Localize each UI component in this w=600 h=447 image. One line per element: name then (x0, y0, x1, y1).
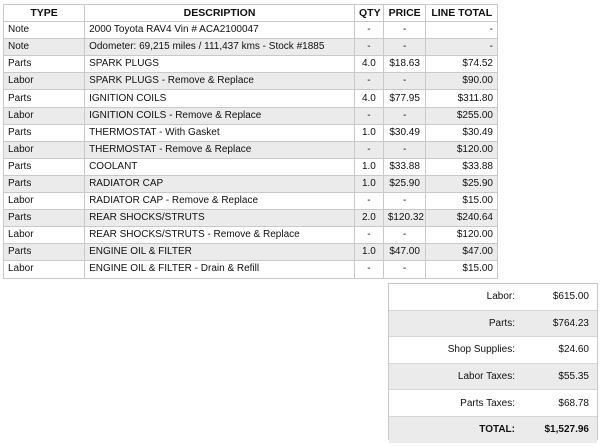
cell-qty: - (355, 73, 384, 90)
totals-label: Labor: (486, 291, 515, 303)
cell-type: Parts (4, 175, 85, 192)
totals-label: Parts Taxes: (460, 397, 515, 409)
totals-row (389, 364, 597, 391)
header-description: DESCRIPTION (85, 5, 355, 22)
table-row (4, 193, 498, 210)
cell-price: - (383, 39, 426, 56)
cell-price: - (383, 73, 426, 90)
cell-description: REAR SHOCKS/STRUTS - Remove & Replace (85, 227, 355, 244)
totals-row (389, 337, 597, 364)
cell-price: - (383, 193, 426, 210)
cell-description: 2000 Toyota RAV4 Vin # ACA2100047 (85, 22, 355, 39)
table-row (4, 39, 498, 56)
cell-qty: 1.0 (355, 175, 384, 192)
cell-type: Labor (4, 193, 85, 210)
cell-description: RADIATOR CAP - Remove & Replace (85, 193, 355, 210)
cell-description: COOLANT (85, 158, 355, 175)
cell-line-total: $74.52 (426, 56, 498, 73)
totals-value: $68.78 (558, 397, 589, 409)
cell-description: IGNITION COILS (85, 90, 355, 107)
cell-qty: - (355, 193, 384, 210)
cell-type: Parts (4, 56, 85, 73)
table-row (4, 124, 498, 141)
cell-line-total: $47.00 (426, 244, 498, 261)
totals-value: $24.60 (558, 344, 589, 356)
cell-type: Parts (4, 158, 85, 175)
cell-qty: 1.0 (355, 158, 384, 175)
line-items-table (3, 4, 498, 279)
cell-description: RADIATOR CAP (85, 175, 355, 192)
cell-qty: 4.0 (355, 56, 384, 73)
table-row (4, 73, 498, 90)
cell-type: Note (4, 39, 85, 56)
cell-type: Parts (4, 124, 85, 141)
cell-description: SPARK PLUGS (85, 56, 355, 73)
cell-type: Parts (4, 244, 85, 261)
cell-price: $25.90 (383, 175, 426, 192)
cell-qty: - (355, 39, 384, 56)
totals-summary (388, 283, 598, 440)
table-row (4, 261, 498, 278)
cell-price: - (383, 107, 426, 124)
header-price: PRICE (383, 5, 426, 22)
totals-row (389, 390, 597, 417)
cell-price: $33.88 (383, 158, 426, 175)
cell-type: Labor (4, 261, 85, 278)
cell-price: - (383, 261, 426, 278)
cell-type: Labor (4, 107, 85, 124)
table-row (4, 175, 498, 192)
cell-qty: 1.0 (355, 124, 384, 141)
cell-price: - (383, 22, 426, 39)
cell-description: THERMOSTAT - Remove & Replace (85, 141, 355, 158)
table-row (4, 107, 498, 124)
header-type: TYPE (4, 5, 85, 22)
cell-qty: - (355, 227, 384, 244)
totals-value: $764.23 (552, 317, 589, 329)
cell-type: Labor (4, 73, 85, 90)
header-line-total: LINE TOTAL (426, 5, 498, 22)
cell-qty: 4.0 (355, 90, 384, 107)
table-row (4, 227, 498, 244)
cell-description: IGNITION COILS - Remove & Replace (85, 107, 355, 124)
cell-price: $77.95 (383, 90, 426, 107)
table-row (4, 141, 498, 158)
table-row (4, 244, 498, 261)
table-header-row (4, 5, 498, 22)
table-row (4, 210, 498, 227)
cell-description: Odometer: 69,215 miles / 111,437 kms - Stock #1885 (85, 39, 355, 56)
table-body (4, 22, 498, 278)
cell-description: ENGINE OIL & FILTER (85, 244, 355, 261)
cell-qty: - (355, 261, 384, 278)
cell-qty: - (355, 22, 384, 39)
totals-label: Parts: (488, 317, 515, 329)
cell-qty: - (355, 141, 384, 158)
table-row (4, 56, 498, 73)
cell-description: THERMOSTAT - With Gasket (85, 124, 355, 141)
cell-price: $30.49 (383, 124, 426, 141)
cell-type: Parts (4, 210, 85, 227)
cell-price: $47.00 (383, 244, 426, 261)
totals-value: $1,527.96 (544, 424, 589, 436)
cell-type: Labor (4, 141, 85, 158)
cell-description: SPARK PLUGS - Remove & Replace (85, 73, 355, 90)
cell-price: $120.32 (383, 210, 426, 227)
cell-price: - (383, 227, 426, 244)
cell-line-total: $240.64 (426, 210, 498, 227)
cell-qty: - (355, 107, 384, 124)
cell-price: $18.63 (383, 56, 426, 73)
header-qty: QTY (355, 5, 384, 22)
cell-line-total: $255.00 (426, 107, 498, 124)
totals-label: TOTAL: (479, 424, 515, 436)
totals-row (389, 284, 597, 311)
totals-row (389, 311, 597, 338)
table-row (4, 90, 498, 107)
cell-price: - (383, 141, 426, 158)
cell-description: ENGINE OIL & FILTER - Drain & Refill (85, 261, 355, 278)
cell-line-total: - (426, 39, 498, 56)
table-row (4, 22, 498, 39)
totals-value: $615.00 (552, 291, 589, 303)
cell-qty: 2.0 (355, 210, 384, 227)
cell-line-total: $311.80 (426, 90, 498, 107)
cell-line-total: $25.90 (426, 175, 498, 192)
totals-label: Shop Supplies: (447, 344, 515, 356)
totals-label: Labor Taxes: (457, 371, 515, 383)
cell-type: Note (4, 22, 85, 39)
cell-type: Parts (4, 90, 85, 107)
cell-line-total: - (426, 22, 498, 39)
cell-type: Labor (4, 227, 85, 244)
grand-total-row (389, 417, 597, 443)
cell-line-total: $120.00 (426, 141, 498, 158)
cell-line-total: $33.88 (426, 158, 498, 175)
cell-line-total: $15.00 (426, 193, 498, 210)
cell-line-total: $30.49 (426, 124, 498, 141)
cell-qty: 1.0 (355, 244, 384, 261)
cell-line-total: $15.00 (426, 261, 498, 278)
cell-line-total: $90.00 (426, 73, 498, 90)
cell-description: REAR SHOCKS/STRUTS (85, 210, 355, 227)
cell-line-total: $120.00 (426, 227, 498, 244)
table-row (4, 158, 498, 175)
totals-value: $55.35 (558, 371, 589, 383)
